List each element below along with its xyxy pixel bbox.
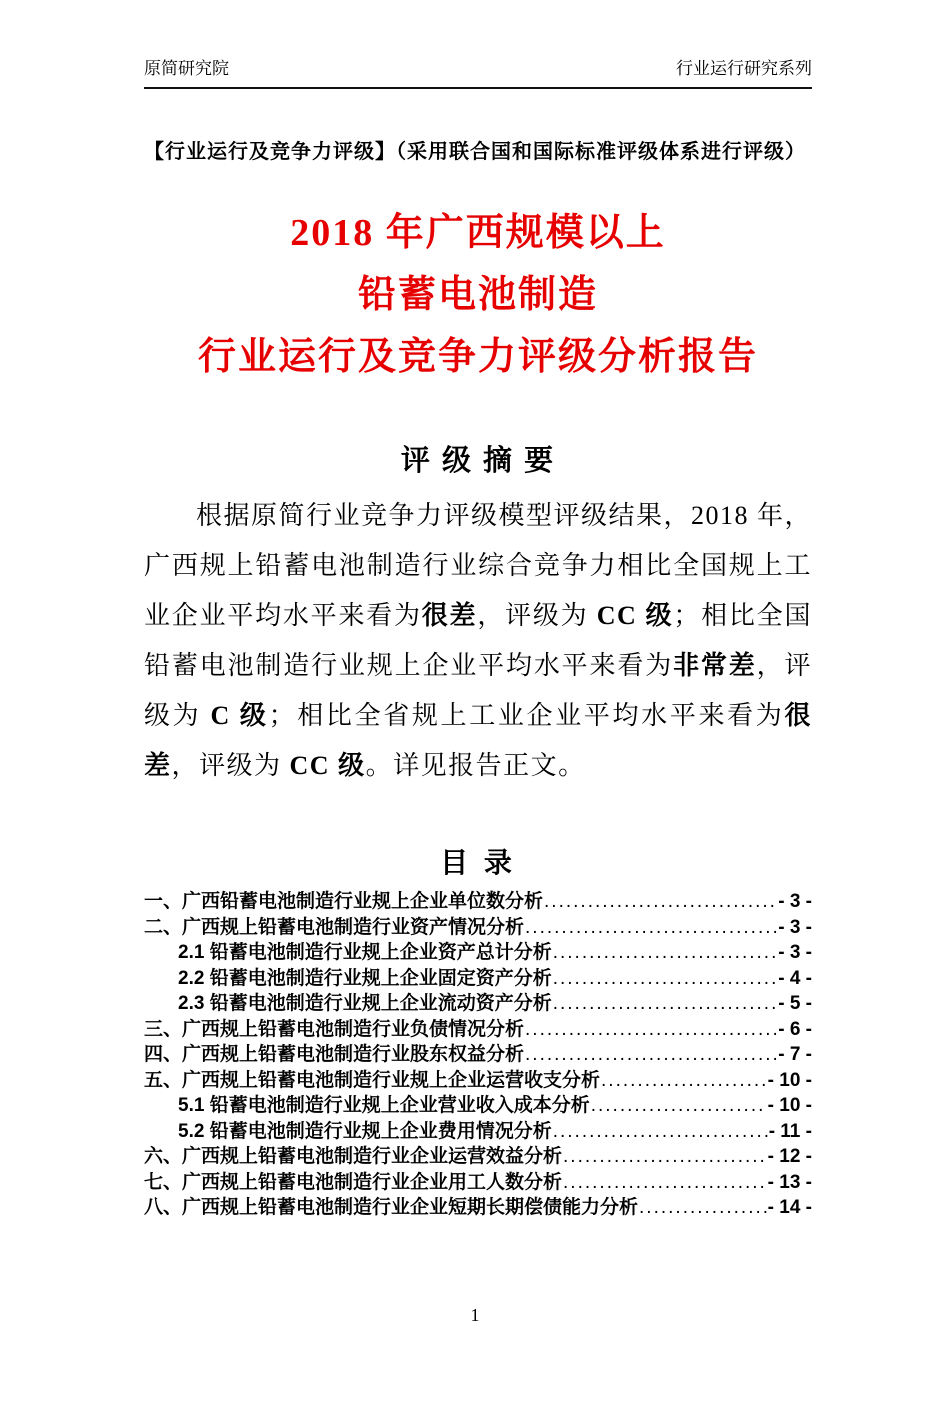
toc-dot-leader [601, 1068, 767, 1094]
toc-page-number: - 10 - [767, 1069, 812, 1091]
header-right-text: 行业运行研究系列 [676, 59, 812, 78]
summary-text-segment: ；相比全国铅蓄电池制造行业规上企业平均水平来看为 [144, 601, 812, 680]
toc-item[interactable] [144, 1170, 812, 1196]
summary-text-segment: ，评级为 [144, 651, 812, 730]
toc-list [144, 889, 812, 1221]
toc-dot-leader [553, 966, 778, 992]
toc-dot-leader [553, 991, 778, 1017]
toc-item[interactable] [144, 915, 812, 941]
toc-page-number: - 14 - [767, 1197, 812, 1218]
summary-text-segment: 非常差 [673, 651, 757, 680]
rating-method-note: 【行业运行及竞争力评级】（采用联合国和国际标准评级体系进行评级） [144, 141, 806, 163]
summary-text-segment: ，评级为 [171, 751, 290, 780]
toc-item-text: 二、广西规上铅蓄电池制造行业资产情况分析 [144, 916, 525, 938]
toc-dot-leader [525, 915, 777, 941]
toc-item-text: 一、广西铅蓄电池制造行业规上企业单位数分析 [144, 891, 544, 912]
toc-item-text: 三、广西规上铅蓄电池制造行业负债情况分析 [144, 1018, 525, 1040]
summary-text-segment: 。详见报告正文。 [365, 751, 586, 780]
toc-page-number: - 11 - [768, 1120, 812, 1142]
toc-dot-leader [563, 1170, 767, 1196]
toc-page-number: - 13 - [767, 1171, 812, 1193]
summary-text-segment: ，评级为 [477, 601, 597, 630]
toc-page-number: - 7 - [778, 1044, 812, 1065]
toc-page-number: - 10 - [767, 1095, 812, 1116]
toc-item-text: 四、广西规上铅蓄电池制造行业股东权益分析 [144, 1044, 525, 1065]
toc-item[interactable] [144, 1042, 812, 1068]
toc-item-text: 5.2 铅蓄电池制造行业规上企业费用情况分析 [178, 1120, 552, 1142]
toc-dot-leader [553, 1119, 768, 1145]
toc-dot-leader [525, 1042, 777, 1068]
summary-text-segment: 很差 [421, 601, 478, 630]
toc-page-number: - 3 - [778, 916, 812, 938]
document-page [0, 58, 950, 1221]
toc-item-text: 六、广西规上铅蓄电池制造行业企业运营效益分析 [144, 1146, 563, 1167]
toc-dot-leader [639, 1195, 767, 1221]
toc-item[interactable] [144, 1017, 812, 1043]
toc-dot-leader [525, 1017, 777, 1043]
toc-item[interactable] [144, 889, 812, 915]
toc-page-number: - 6 - [778, 1018, 812, 1040]
summary-text-segment: C 级 [210, 701, 269, 730]
toc-heading: 目 录 [440, 847, 516, 878]
toc-item-text: 2.2 铅蓄电池制造行业规上企业固定资产分析 [178, 967, 552, 989]
toc-item[interactable] [144, 940, 812, 966]
toc-item[interactable] [144, 1068, 812, 1094]
toc-item[interactable] [144, 966, 812, 992]
toc-page-number: - 5 - [778, 993, 812, 1014]
toc-page-number: - 12 - [767, 1146, 812, 1167]
summary-text-segment: 很差 [144, 701, 812, 780]
page-header [144, 58, 812, 89]
report-title-line: 行业运行及竞争力评级分析报告 [197, 336, 758, 378]
toc-item-text: 八、广西规上铅蓄电池制造行业企业短期长期偿债能力分析 [144, 1197, 639, 1218]
summary-text-segment: CC 级 [289, 751, 366, 780]
summary-text-segment: 根据原简行业竞争力评级模型评级结果，2018 年，广西规上铅蓄电池制造行业综合竞争力相比全国规上工业企业平均水平来看为 [144, 501, 813, 630]
toc-item[interactable] [144, 1195, 812, 1221]
toc-page-number: - 3 - [778, 891, 812, 912]
toc-item[interactable] [144, 1119, 812, 1145]
report-title-line: 2018 年广西规模以上 [290, 212, 666, 254]
toc-item[interactable] [144, 1093, 812, 1119]
toc-item-text: 2.1 铅蓄电池制造行业规上企业资产总计分析 [178, 942, 552, 963]
header-left-text: 原简研究院 [144, 59, 229, 78]
report-title [144, 202, 812, 388]
toc-item[interactable] [144, 991, 812, 1017]
toc-dot-leader [591, 1093, 767, 1119]
summary-text-segment: CC 级 [596, 601, 674, 630]
toc-item-text: 七、广西规上铅蓄电池制造行业企业用工人数分析 [144, 1171, 563, 1193]
toc-dot-leader [553, 940, 778, 966]
toc-item-text: 2.3 铅蓄电池制造行业规上企业流动资产分析 [178, 993, 552, 1014]
toc-item[interactable] [144, 1144, 812, 1170]
summary-heading: 评 级 摘 要 [400, 445, 556, 477]
toc-item-text: 5.1 铅蓄电池制造行业规上企业营业收入成本分析 [178, 1095, 590, 1116]
report-title-line: 铅蓄电池制造 [357, 274, 598, 316]
toc-page-number: - 4 - [778, 967, 812, 989]
summary-paragraph [144, 491, 812, 791]
toc-page-number: - 3 - [778, 942, 812, 963]
page-number: 1 [470, 1305, 480, 1325]
toc-dot-leader [563, 1144, 767, 1170]
toc-dot-leader [544, 889, 777, 915]
summary-text-segment: ；相比全省规上工业企业平均水平来看为 [268, 701, 785, 730]
toc-item-text: 五、广西规上铅蓄电池制造行业规上企业运营收支分析 [144, 1069, 601, 1091]
